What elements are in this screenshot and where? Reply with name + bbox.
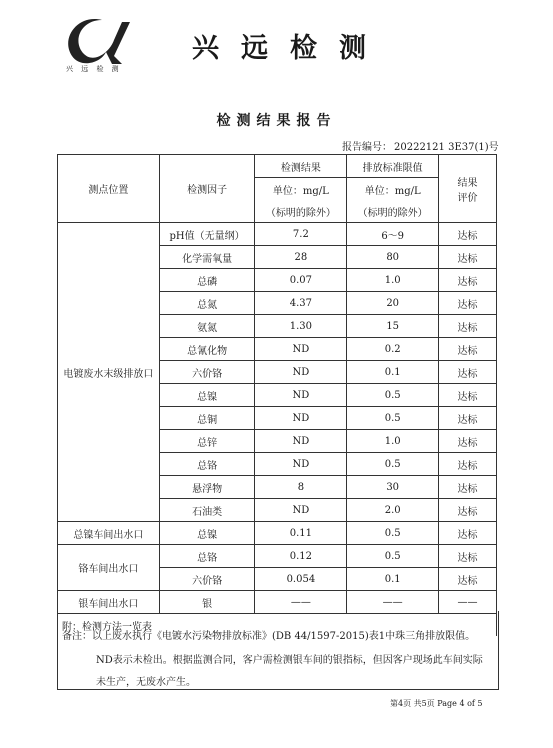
- result-cell: 7.2: [255, 223, 347, 246]
- eval-cell: 达标: [439, 568, 497, 591]
- company-name: 兴远检测: [192, 33, 388, 64]
- header-factor: 检测因子: [159, 155, 255, 223]
- factor-cell: 石油类: [159, 499, 255, 522]
- header-location: 测点位置: [58, 155, 160, 223]
- notes-line-1: 备注：以上废水执行《电镀水污染物排放标准》(DB 44/1597-2015)表1中珠三角排放限值。: [62, 631, 476, 642]
- header-result: 检测结果: [255, 155, 347, 178]
- limit-cell: 6～9: [347, 223, 439, 246]
- factor-cell: 氨氮: [159, 315, 255, 338]
- eval-cell: 达标: [439, 292, 497, 315]
- limit-cell: 0.5: [347, 384, 439, 407]
- factor-cell: 总铬: [159, 453, 255, 476]
- limit-cell: 0.5: [347, 522, 439, 545]
- limit-cell: ——: [347, 591, 439, 614]
- factor-cell: 总铬: [159, 545, 255, 568]
- limit-cell: 1.0: [347, 269, 439, 292]
- location-cell: 总镍车间出水口: [58, 522, 160, 545]
- result-cell: 4.37: [255, 292, 347, 315]
- table-row: [58, 223, 497, 246]
- result-cell: 0.054: [255, 568, 347, 591]
- limit-cell: 0.5: [347, 453, 439, 476]
- eval-cell: 达标: [439, 338, 497, 361]
- appendix-text: 附：检测方法一览表: [58, 614, 497, 637]
- header-result-note: （标明的除外）: [255, 200, 347, 223]
- result-cell: 0.07: [255, 269, 347, 292]
- eval-cell: 达标: [439, 430, 497, 453]
- location-cell: 铬车间出水口: [58, 545, 160, 591]
- logo-subtitle: 兴 远 检 测: [66, 65, 122, 73]
- result-cell: 0.12: [255, 545, 347, 568]
- eval-cell: 达标: [439, 384, 497, 407]
- factor-cell: 总镍: [159, 522, 255, 545]
- limit-cell: 1.0: [347, 430, 439, 453]
- eval-cell: 达标: [439, 476, 497, 499]
- result-cell: 8: [255, 476, 347, 499]
- factor-cell: pH值（无量纲）: [159, 223, 255, 246]
- factor-cell: 总磷: [159, 269, 255, 292]
- limit-cell: 0.5: [347, 545, 439, 568]
- header-eval-line1: 结果: [457, 177, 478, 189]
- eval-cell: 达标: [439, 223, 497, 246]
- eval-cell: 达标: [439, 315, 497, 338]
- notes-line-2: ND表示未检出。根据监测合同，客户需检测银车间的银指标，但因客户现场此车间实际: [96, 655, 483, 666]
- result-cell: ND: [255, 453, 347, 476]
- result-cell: ND: [255, 384, 347, 407]
- header-evaluation: [439, 155, 497, 223]
- table-row: [58, 545, 497, 568]
- header-limit: 排放标准限值: [347, 155, 439, 178]
- factor-cell: 银: [159, 591, 255, 614]
- limit-cell: 0.1: [347, 361, 439, 384]
- result-cell: ND: [255, 361, 347, 384]
- report-number: [340, 138, 499, 153]
- limit-cell: 0.1: [347, 568, 439, 591]
- factor-cell: 总锌: [159, 430, 255, 453]
- company-logo: [62, 12, 142, 72]
- result-cell: ND: [255, 338, 347, 361]
- report-number-value: 20222121 3E37(1)号: [394, 142, 499, 153]
- factor-cell: 悬浮物: [159, 476, 255, 499]
- location-cell: 电镀废水末级排放口: [58, 223, 160, 522]
- limit-cell: 20: [347, 292, 439, 315]
- result-cell: 28: [255, 246, 347, 269]
- eval-cell: 达标: [439, 246, 497, 269]
- factor-cell: 总铜: [159, 407, 255, 430]
- result-cell: ND: [255, 407, 347, 430]
- limit-cell: 2.0: [347, 499, 439, 522]
- header-limit-unit: 单位：mg/L: [347, 178, 439, 201]
- limit-cell: 0.2: [347, 338, 439, 361]
- eval-cell: 达标: [439, 545, 497, 568]
- eval-cell: 达标: [439, 522, 497, 545]
- factor-cell: 总氰化物: [159, 338, 255, 361]
- limit-cell: 15: [347, 315, 439, 338]
- document-title: 检测结果报告: [216, 113, 337, 129]
- notes-line-3: 未生产，无废水产生。: [96, 677, 196, 688]
- factor-cell: 六价铬: [159, 568, 255, 591]
- header-limit-note: （标明的除外）: [347, 200, 439, 223]
- results-table: [57, 154, 497, 636]
- limit-cell: 80: [347, 246, 439, 269]
- result-cell: ND: [255, 499, 347, 522]
- result-cell: ND: [255, 430, 347, 453]
- notes-box: [57, 611, 499, 690]
- header-eval-line2: 评价: [457, 192, 478, 204]
- eval-cell: 达标: [439, 499, 497, 522]
- eval-cell: 达标: [439, 361, 497, 384]
- report-number-label: 报告编号：: [342, 142, 392, 153]
- location-cell: 银车间出水口: [58, 591, 160, 614]
- result-cell: 1.30: [255, 315, 347, 338]
- factor-cell: 总氮: [159, 292, 255, 315]
- eval-cell: ——: [439, 591, 497, 614]
- result-cell: ——: [255, 591, 347, 614]
- report-header: [0, 0, 553, 90]
- eval-cell: 达标: [439, 453, 497, 476]
- factor-cell: 化学需氧量: [159, 246, 255, 269]
- header-result-unit: 单位：mg/L: [255, 178, 347, 201]
- result-cell: 0.11: [255, 522, 347, 545]
- table-row: [58, 522, 497, 545]
- limit-cell: 0.5: [347, 407, 439, 430]
- factor-cell: 六价铬: [159, 361, 255, 384]
- limit-cell: 30: [347, 476, 439, 499]
- eval-cell: 达标: [439, 269, 497, 292]
- eval-cell: 达标: [439, 407, 497, 430]
- page-footer: 第4页 共5页 Page 4 of 5: [390, 699, 483, 708]
- factor-cell: 总镍: [159, 384, 255, 407]
